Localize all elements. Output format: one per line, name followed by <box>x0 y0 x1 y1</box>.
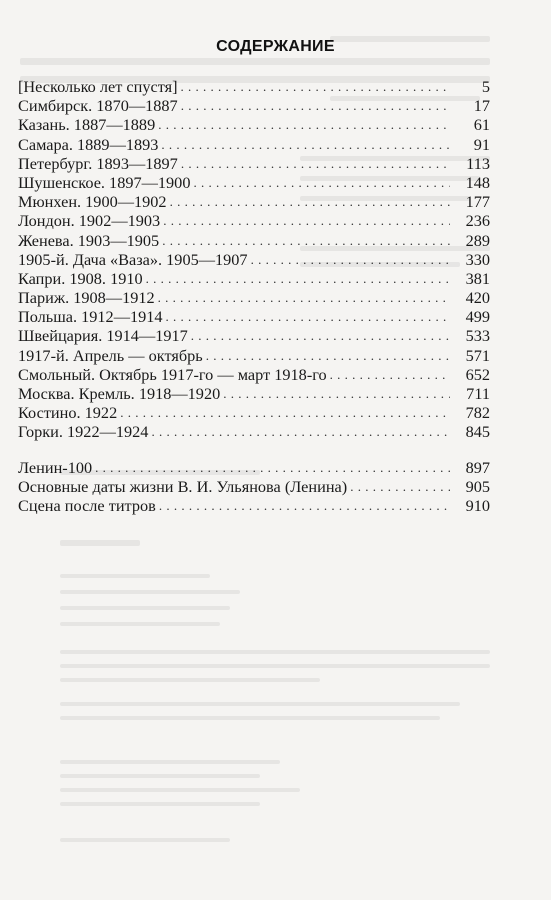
toc-leader-dots <box>251 250 450 269</box>
toc-entry-label: Швейцария. 1914—1917 <box>18 326 188 346</box>
toc-leader-dots <box>181 77 450 96</box>
toc-entry[interactable] <box>18 307 490 326</box>
toc-entry-label: 1905-й. Дача «Ваза». 1905—1907 <box>18 249 248 269</box>
toc-leader-dots <box>166 307 450 326</box>
toc-leader-dots <box>161 135 450 154</box>
toc-leader-dots <box>181 96 450 115</box>
toc-entry-label: 1917-й. Апрель — октябрь <box>18 345 203 365</box>
toc-entry-page: 236 <box>465 211 490 231</box>
toc-leader-dots <box>330 365 450 384</box>
toc-entry-label: Костино. 1922 <box>18 403 118 423</box>
toc-entry-label: Ленин-100 <box>18 457 93 477</box>
toc-entry-page: 910 <box>465 495 490 515</box>
toc-entry-page: 420 <box>465 288 490 308</box>
toc-entry-page: 17 <box>473 96 490 116</box>
toc-entry-label: Самара. 1889—1893 <box>18 134 159 154</box>
toc-entry-page: 652 <box>465 364 490 384</box>
toc-entry[interactable] <box>18 496 490 515</box>
toc-entry-label: Казань. 1887—1889 <box>18 115 156 135</box>
toc-entry-label: Женева. 1903—1905 <box>18 230 160 250</box>
toc-entry[interactable] <box>18 403 490 422</box>
toc-entry[interactable] <box>18 77 490 96</box>
toc-leader-dots <box>158 115 450 134</box>
toc-entry-label: Москва. Кремль. 1918—1920 <box>18 384 221 403</box>
toc-entry-page: 499 <box>465 307 490 327</box>
toc-entry-page: 148 <box>465 172 490 192</box>
toc-leader-dots <box>170 192 450 211</box>
toc-entry[interactable] <box>18 365 490 384</box>
toc-entry-label: Петербург. 1893—1897 <box>18 153 178 173</box>
toc-entry-page: 905 <box>465 476 490 496</box>
toc-leader-dots <box>158 288 450 307</box>
toc-entry-page: 5 <box>481 77 490 96</box>
toc-entry-label: Мюнхен. 1900—1902 <box>18 192 167 212</box>
toc-entry-label: Лондон. 1902—1903 <box>18 211 161 231</box>
toc-entry[interactable] <box>18 326 490 345</box>
toc-entry[interactable] <box>18 250 490 269</box>
toc-entry-page: 897 <box>465 457 490 477</box>
toc-entry-page: 571 <box>465 345 490 365</box>
toc-leader-dots <box>159 496 450 515</box>
toc-leader-dots <box>162 231 450 250</box>
toc-entry-label: Сцена после титров <box>18 495 156 515</box>
toc-entry-label: Капри. 1908. 1910 <box>18 268 143 288</box>
toc-entry-page: 91 <box>473 134 490 154</box>
toc-entry[interactable] <box>18 192 490 211</box>
toc-leader-dots <box>193 173 450 192</box>
toc-leader-dots <box>223 384 450 403</box>
toc-entry[interactable] <box>18 288 490 307</box>
toc-entry-label: Симбирск. 1870—1887 <box>18 96 178 116</box>
toc-entry[interactable] <box>18 346 490 365</box>
toc-leader-dots <box>206 346 450 365</box>
toc-leader-dots <box>120 403 450 422</box>
toc-entry-page: 381 <box>465 268 490 288</box>
table-of-contents <box>18 77 490 515</box>
toc-entry[interactable] <box>18 458 490 477</box>
toc-entry[interactable] <box>18 477 490 496</box>
toc-leader-dots <box>350 477 450 496</box>
toc-leader-dots <box>191 326 450 345</box>
toc-entry[interactable] <box>18 269 490 288</box>
toc-entry-label: [Несколько лет спустя] <box>18 77 178 96</box>
toc-entry-page: 533 <box>465 326 490 346</box>
toc-leader-dots <box>95 458 450 477</box>
toc-entry[interactable] <box>18 422 490 441</box>
toc-entry-page: 711 <box>466 384 490 403</box>
toc-leader-dots <box>181 154 450 173</box>
toc-entry-label: Шушенское. 1897—1900 <box>18 172 191 192</box>
toc-entry[interactable] <box>18 96 490 115</box>
toc-leader-dots <box>146 269 450 288</box>
toc-entry-label: Польша. 1912—1914 <box>18 307 163 327</box>
toc-entry[interactable] <box>18 115 490 134</box>
toc-entry-page: 177 <box>465 192 490 212</box>
toc-entry[interactable] <box>18 231 490 250</box>
toc-entry[interactable] <box>18 211 490 230</box>
toc-entry-page: 289 <box>465 230 490 250</box>
toc-entry[interactable] <box>18 154 490 173</box>
toc-entry[interactable] <box>18 384 490 403</box>
toc-entry-label: Париж. 1908—1912 <box>18 288 155 308</box>
toc-entry-page: 61 <box>473 115 490 135</box>
toc-entry[interactable] <box>18 173 490 192</box>
toc-entry-page: 782 <box>465 403 490 423</box>
toc-entry-page: 113 <box>466 153 490 173</box>
toc-entry-label: Горки. 1922—1924 <box>18 422 149 442</box>
toc-entry-page: 845 <box>465 422 490 442</box>
toc-entry-label: Смольный. Октябрь 1917-го — март 1918-го <box>18 364 327 384</box>
toc-leader-dots <box>163 211 450 230</box>
toc-entry-label: Основные даты жизни В. И. Ульянова (Ленина) <box>18 476 348 496</box>
page-title: СОДЕРЖАНИЕ <box>216 38 335 55</box>
toc-leader-dots <box>151 422 450 441</box>
toc-entry[interactable] <box>18 135 490 154</box>
toc-entry-page: 330 <box>465 249 490 269</box>
